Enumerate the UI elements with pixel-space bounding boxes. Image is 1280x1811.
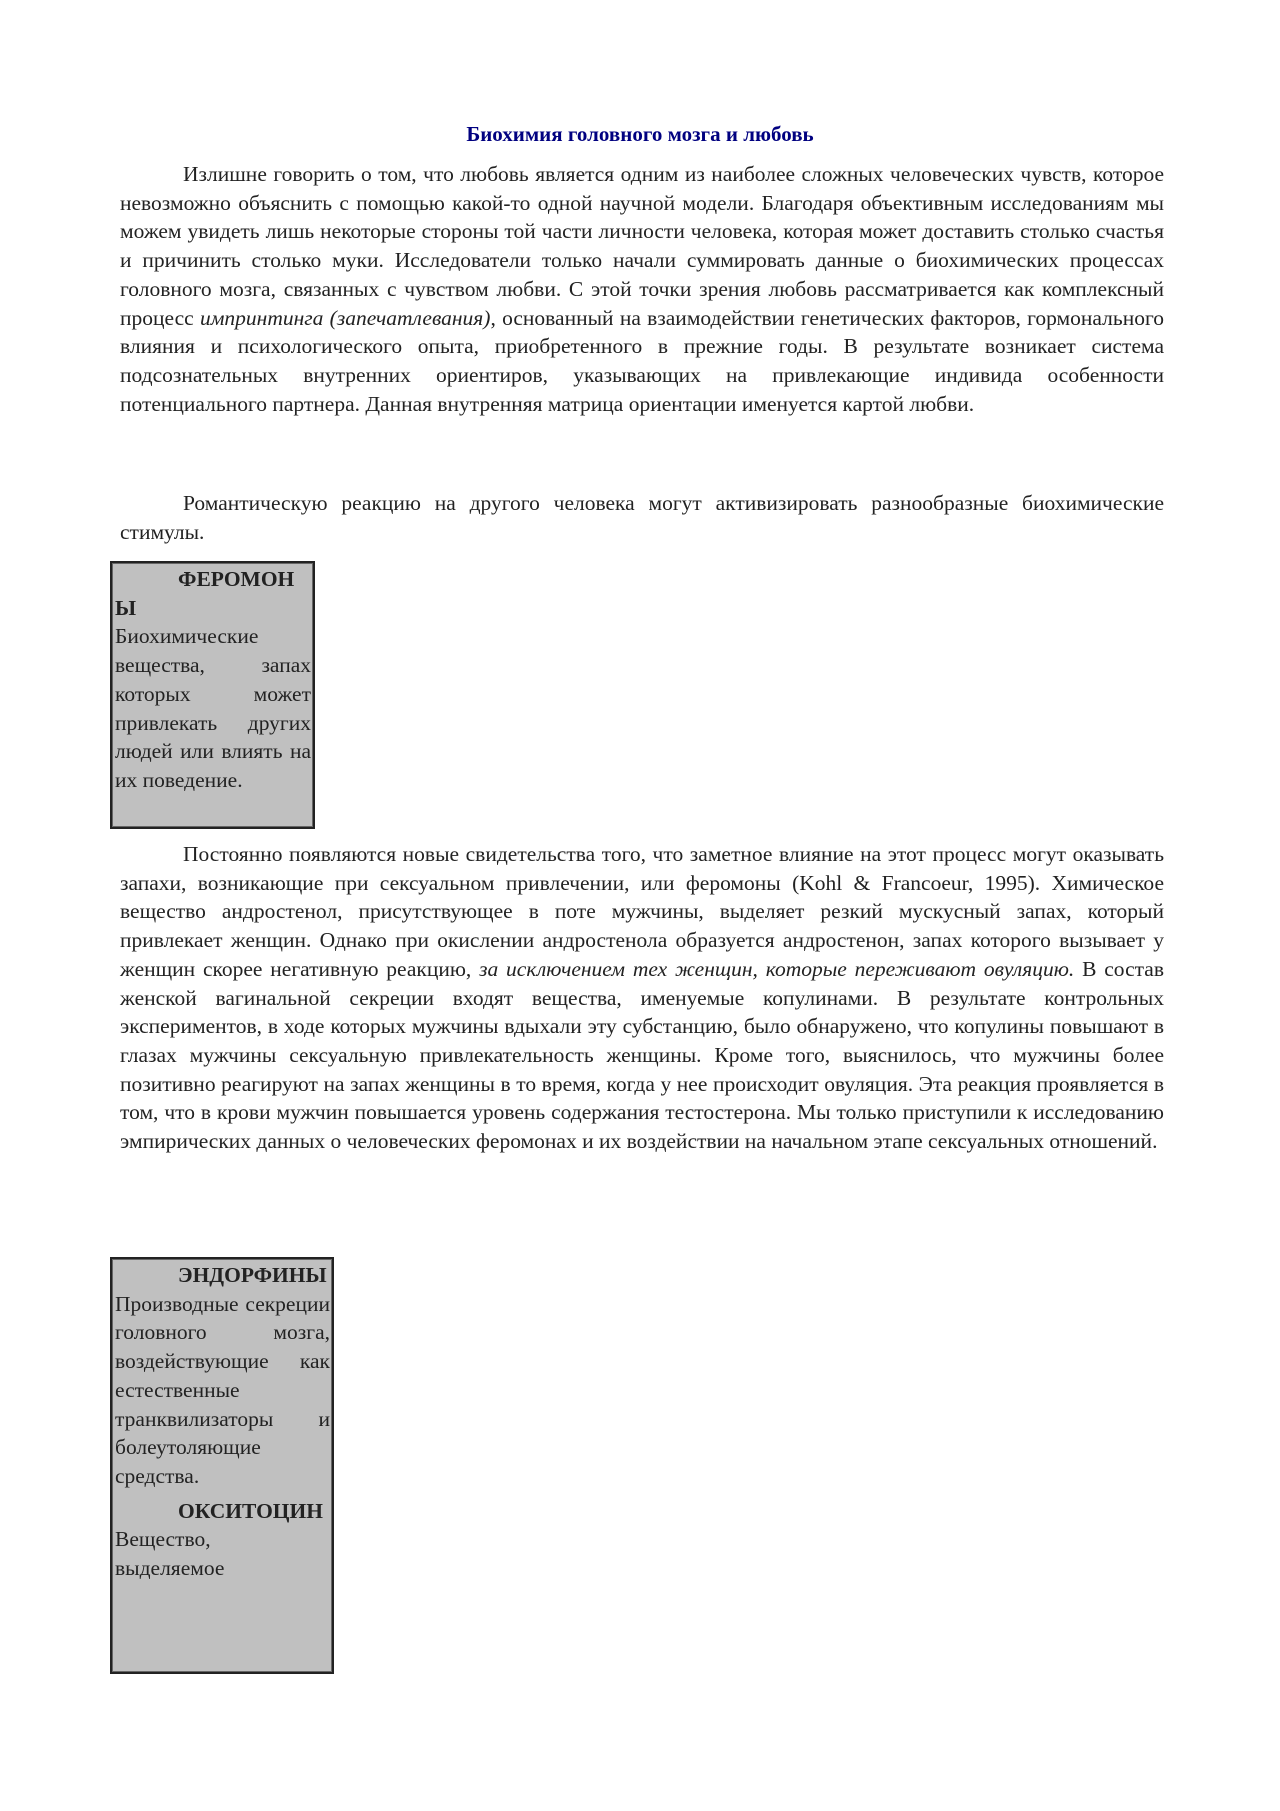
paragraph-intro bbox=[120, 160, 1164, 418]
document-title: Биохимия головного мозга и любовь bbox=[466, 122, 814, 146]
sidebar-definition: Вещество, выделяемое bbox=[115, 1527, 225, 1581]
paragraph-pheromones bbox=[120, 840, 1164, 1156]
italic-phrase: за исключением тех женщин, которые переживают овуляцию. bbox=[479, 956, 1075, 981]
sidebar-box-endorphins-oxytocin bbox=[110, 1257, 334, 1674]
italic-term: импринтинга (запечатлевания) bbox=[199, 305, 491, 330]
sidebar-box-pheromones bbox=[110, 561, 315, 829]
sidebar-term: ФЕРОМОНЫ bbox=[115, 567, 295, 620]
sidebar-definition: Производные секреции головного мозга, воздействующие как естественные транквилизаторы и болеутоляющие средства. bbox=[115, 1291, 330, 1488]
sidebar-term: ОКСИТОЦИН bbox=[178, 1498, 323, 1523]
sidebar-definition: Биохимические вещества, запах которых может привлекать других людей или влиять на их поведение. bbox=[115, 624, 311, 792]
sidebar-term: ЭНДОРФИНЫ bbox=[178, 1263, 327, 1287]
text: Излишне говорить о том, что любовь является одним из наиболее сложных человеческих чувств, которое невозможно объяснить с помощью какой-то одной научной модели. Благодаря объективным исследованиям мы можем увидеть лишь некоторые стороны той части личности человека, которая может доставить столько счастья и причинить столько муки. Исследователи только начали суммировать данные о биохимических процессах головного мозга, связанных с чувством любви. С этой точки зрения любовь рассматривается как комплексный процесс bbox=[120, 162, 1164, 330]
text: , основанный на взаимодействии генетических факторов, гормонального влияния и психологического опыта, приобретенного в прежние годы. В результате возникает система подсознательных внутренних ориентиров, указывающих на привлекающие индивида особенности потенциального партнера. Данная внутренняя матрица ориентации именуется картой любви. bbox=[120, 305, 1164, 416]
paragraph-stimuli: Романтическую реакцию на другого человека могут активизировать разнообразные биохимические стимулы. bbox=[120, 491, 1164, 544]
text: Постоянно появляются новые свидетельства того, что заметное влияние на этот процесс могут оказывать запахи, возникающие при сексуальном привлечении, или феромоны (Kohl & Francoeur, 1995). Химическое вещество андростенол, присутствующее в поте мужчины, выделяет резкий мускусный запах, который привлекает женщин. Однако при окислении андростенола образуется андростенон, запах которого вызывает у женщин скорее негативную реакцию, bbox=[120, 842, 1164, 981]
text: В состав женской вагинальной секреции входят вещества, именуемые копулинами. В результате контрольных экспериментов, в ходе которых мужчины вдыхали эту субстанцию, было обнаружено, что копулины повышают в глазах мужчины сексуальную привлекательность женщины. Кроме того, выяснилось, что мужчины более позитивно реагируют на запах женщины в то время, когда у нее происходит овуляция. Эта реакция проявляется в том, что в крови мужчин повышается уровень содержания тестостерона. Мы только приступили к исследованию эмпирических данных о человеческих феромонах и их воздействии на начальном этапе сексуальных отношений. bbox=[120, 956, 1164, 1154]
